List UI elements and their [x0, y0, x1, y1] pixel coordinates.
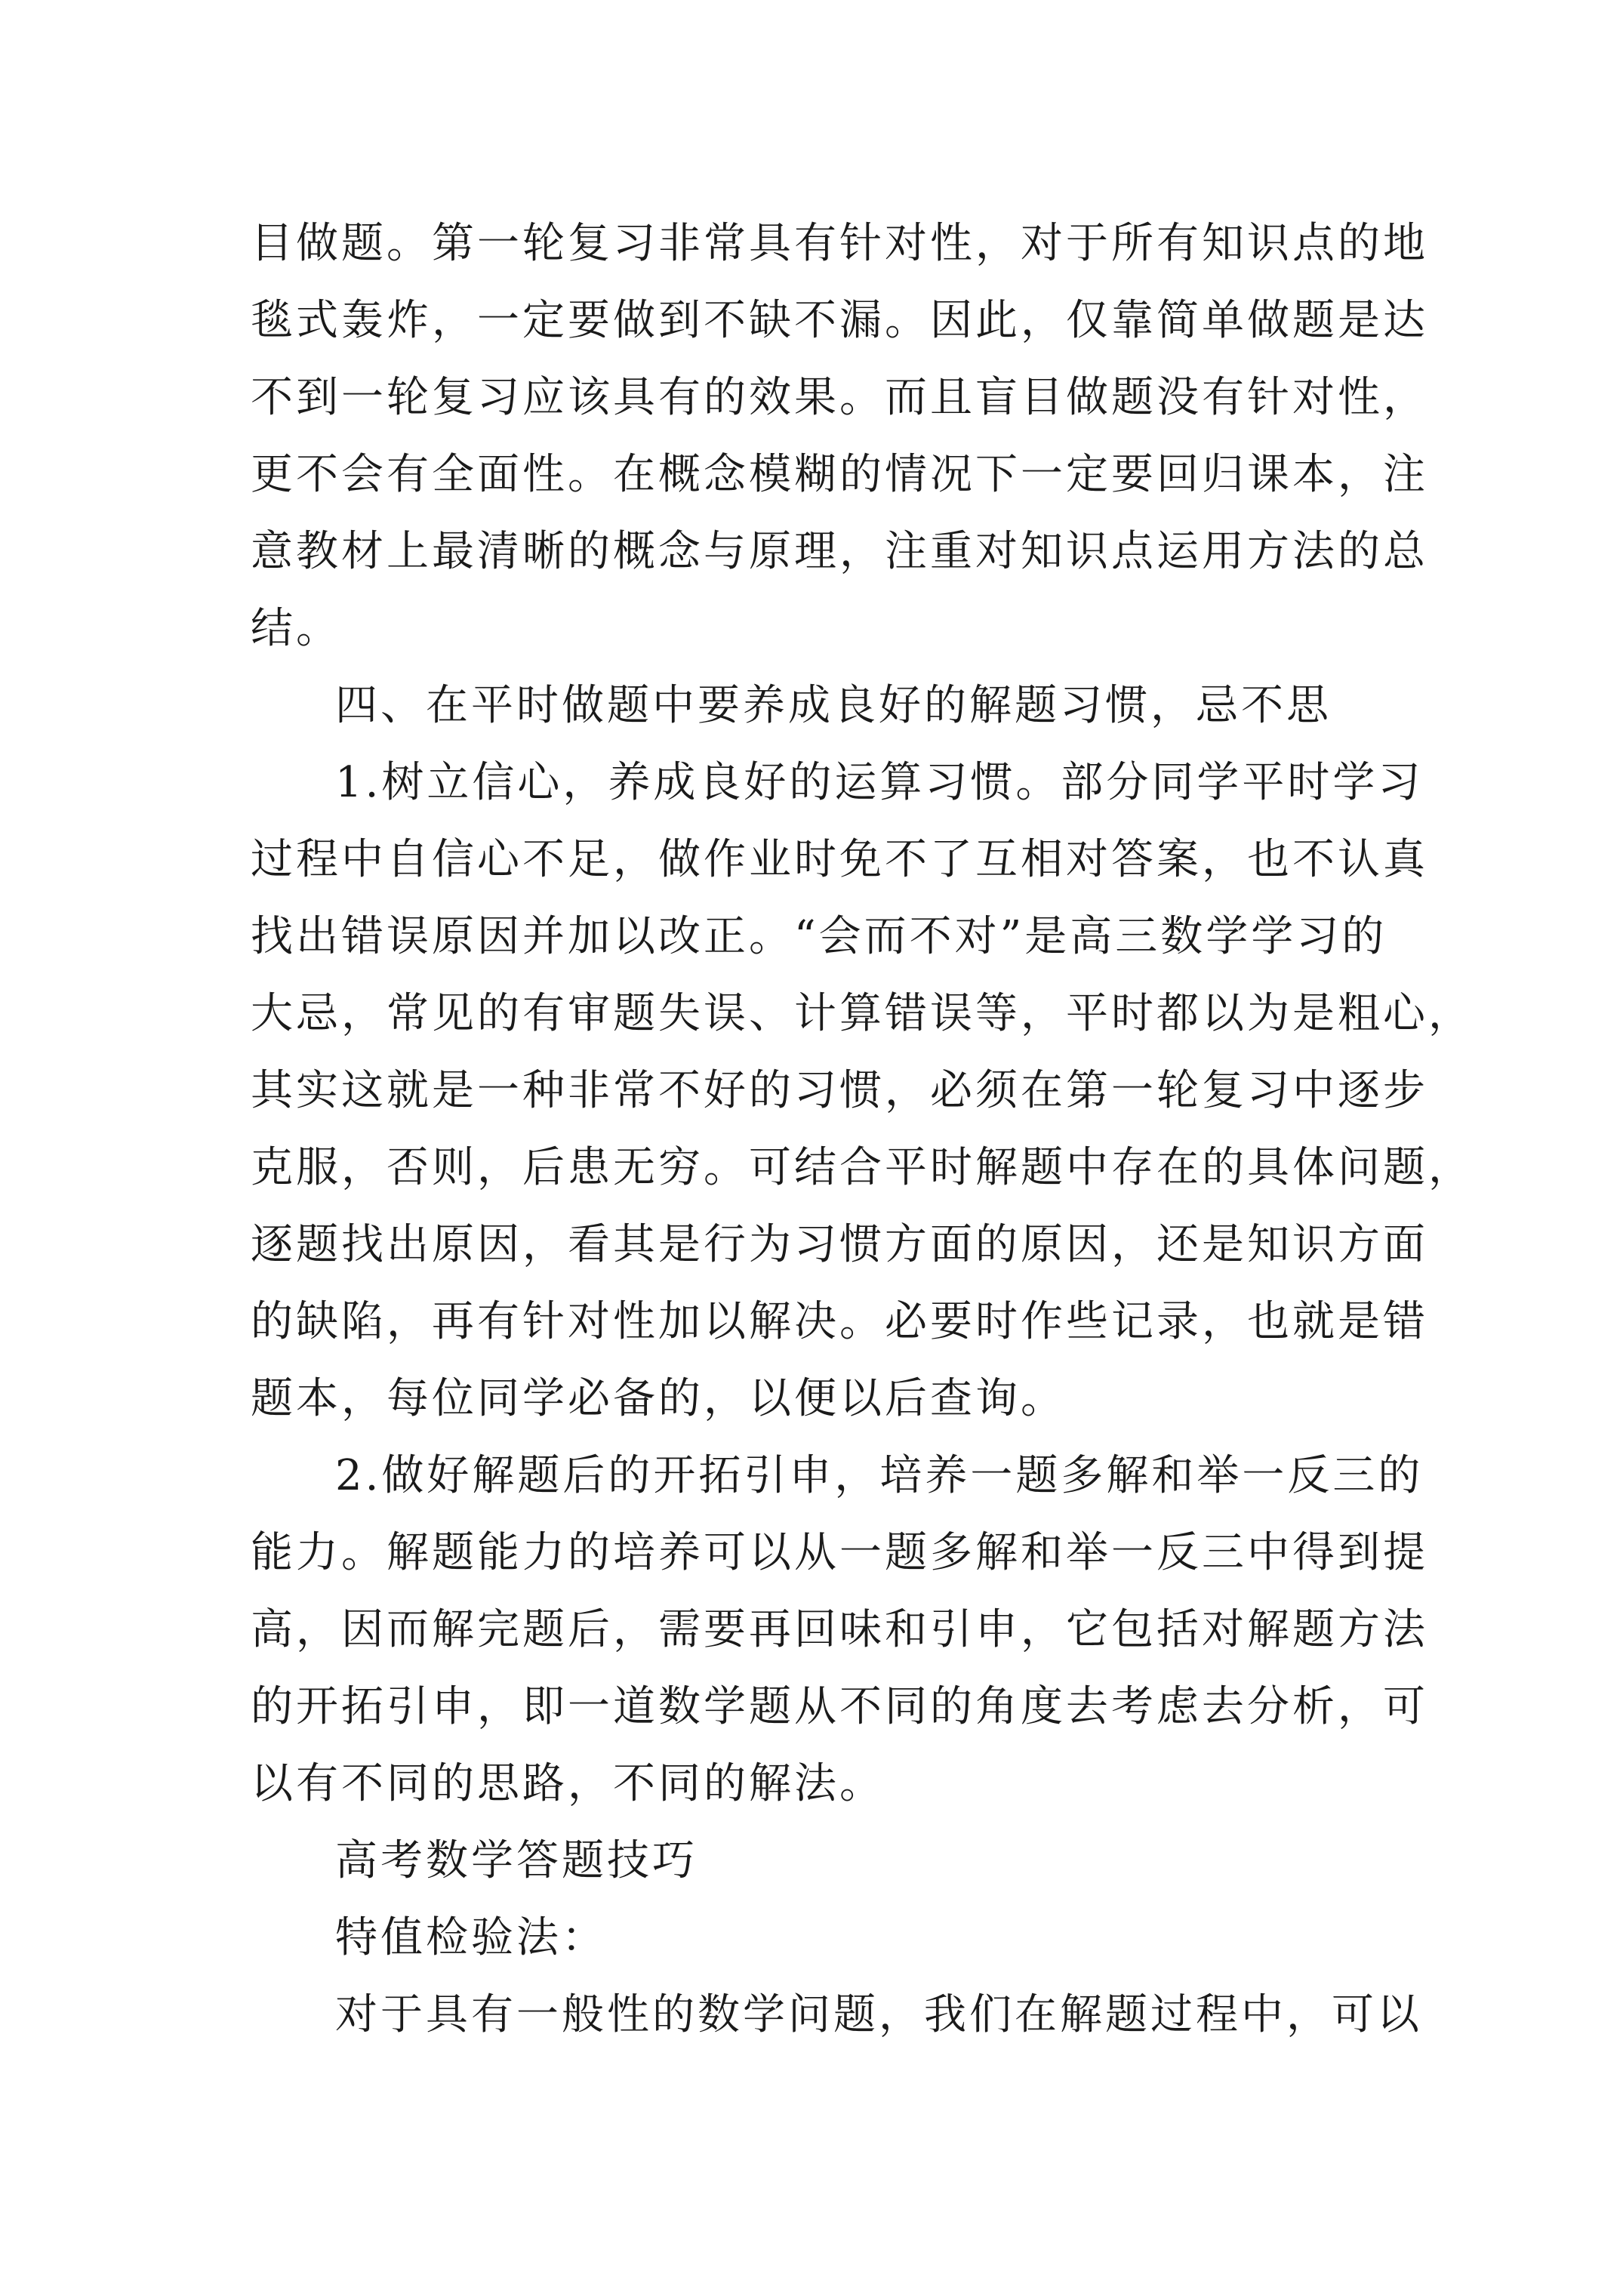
text-line: 目做题。第一轮复习非常具有针对性，对于所有知识点的地	[251, 219, 1428, 268]
text-line: 不到一轮复习应该具有的效果。而且盲目做题没有针对性，	[251, 373, 1428, 422]
document-body	[251, 205, 1474, 2054]
text-line: 以有不同的思路，不同的解法。	[251, 1759, 885, 1808]
text-line: 意教材上最清晰的概念与原理，注重对知识点运用方法的总	[251, 527, 1428, 576]
section-heading: 四、在平时做题中要养成良好的解题习惯，忌不思	[335, 681, 1332, 730]
section-heading: 高考数学答题技巧	[335, 1836, 698, 1885]
text-line: 过程中自信心不足，做作业时免不了互相对答案，也不认真	[251, 835, 1428, 884]
text-line: 结。	[251, 604, 341, 653]
text-line: 大忌，常见的有审题失误、计算错误等，平时都以为是粗心，	[251, 989, 1474, 1038]
text-line: 逐题找出原因，看其是行为习惯方面的原因，还是知识方面	[251, 1220, 1428, 1269]
text-line: 题本，每位同学必备的，以便以后查询。	[251, 1374, 1066, 1423]
subsection-heading: 特值检验法：	[335, 1913, 607, 1962]
text-line: 其实这就是一种非常不好的习惯，必须在第一轮复习中逐步	[251, 1066, 1428, 1115]
text-line: 克服，否则，后患无穷。可结合平时解题中存在的具体问题，	[251, 1143, 1474, 1192]
text-line: 更不会有全面性。在概念模糊的情况下一定要回归课本，注	[251, 450, 1428, 499]
text-line: 高，因而解完题后，需要再回味和引申，它包括对解题方法	[251, 1605, 1428, 1654]
text-line: 1.树立信心，养成良好的运算习惯。部分同学平时学习	[335, 758, 1424, 807]
text-line: 2.做好解题后的开拓引申，培养一题多解和举一反三的	[335, 1451, 1424, 1500]
text-line: 找出错误原因并加以改正。“会而不对”是高三数学学习的	[251, 912, 1387, 961]
text-line: 对于具有一般性的数学问题，我们在解题过程中，可以	[335, 1990, 1422, 2039]
text-line: 毯式轰炸，一定要做到不缺不漏。因此，仅靠简单做题是达	[251, 296, 1428, 345]
text-line: 的开拓引申，即一道数学题从不同的角度去考虑去分析，可	[251, 1682, 1428, 1731]
text-line: 的缺陷，再有针对性加以解决。必要时作些记录，也就是错	[251, 1297, 1428, 1346]
text-line: 能力。解题能力的培养可以从一题多解和举一反三中得到提	[251, 1528, 1428, 1577]
